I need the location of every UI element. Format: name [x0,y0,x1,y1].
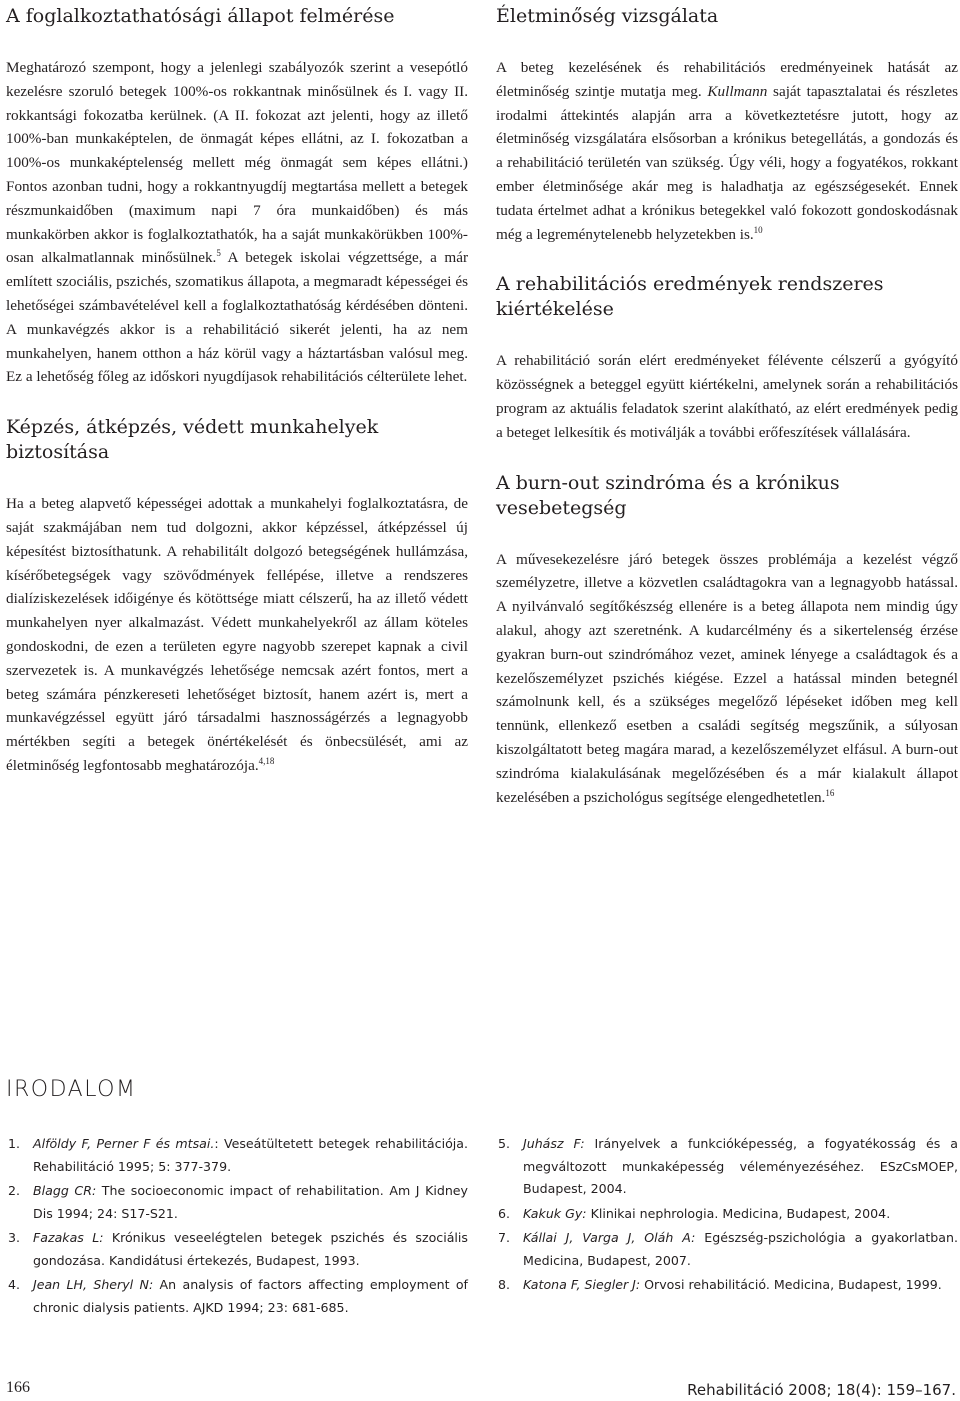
references-list-left [8,1133,468,1321]
reference-authors: Kállai J, Varga J, Oláh A: [523,1230,696,1245]
reference-number: 3. [8,1230,21,1245]
reference-authors: Alföldy F, Perner F és mtsai. [33,1136,215,1151]
author-name-italic: Kullmann [707,82,768,100]
reference-details: Egészség-pszichológia a gyakorlatban. Medicina, Budapest, 2007. [523,1230,958,1268]
section-heading-evaluation: A rehabilitációs eredmények rendszeres kiértékelése [496,273,884,321]
paragraph-training [6,492,468,778]
reference-authors: Jean LH, Sheryl N: [33,1277,154,1292]
reference-text [523,1203,958,1226]
reference-item [498,1227,958,1272]
reference-number: 1. [8,1136,21,1151]
reference-item [498,1274,958,1297]
reference-text [523,1133,958,1201]
reference-number: 2. [8,1183,21,1198]
left-column [6,4,468,778]
reference-number: 8. [498,1277,511,1292]
reference-text [33,1274,468,1319]
paragraph-text: Ha a beteg alapvető képességei adottak a munkahelyi foglalkoztatásra, de saját szakmájában nem tud dolgozni, akkor képzéssel, átképzéssel új képesítést biztosíthatunk. A rehabilitált dolgozó betegségének hullámzása, kísérőbetegségek vagy szövődmények fellépése, illetve a rendszeres dialíziskezelések időigénye és kötöttsége miatt célszerű, ha az illető védett munkahelyen nyer alkalmazást. Védett munkahelyekről az állam köteles gondoskodni, de ezen a területen egyre nagyobb szerepet kapnak a civil szervezetek is. A munkavégzés lehetősége nemcsak azért fontos, mert a beteg számára pénzkereseti lehetőséget biztosít, hanem azért is, mert a munkavégzéssel együtt járó társadalmi hasznosságérzés a legnagyobb mértékben segíti a betegek önértékelését és önbecsülését, ami az életminőség legfontosabb meghatározója. [6,495,468,774]
paragraph-burnout [496,548,958,810]
citation-superscript: 10 [753,224,763,235]
reference-item [8,1274,468,1319]
reference-item [498,1203,958,1226]
reference-details: The socioeconomic impact of rehabilitation. Am J Kidney Dis 1994; 24: S17-S21. [33,1183,469,1221]
section-heading-burnout: A burn-out szindróma és a krónikus vesebetegség [496,471,840,519]
reference-text [33,1133,468,1178]
reference-authors: Fazakas L: [33,1230,104,1245]
reference-item [8,1133,468,1178]
paragraph-text: Meghatározó szempont, hogy a jelenlegi szabályozók szerint a vesepótló kezelésre szoruló betegek 100%-os rokkantnak minősülnek és I. vagy II. rokkantsági fokozatba kerülnek. (A II. fokozat azt jelenti, hogy az illető 100%-ban munkaképtelen, de önmagát képes ellátni, az I. fokozatban a 100%-os munkaképtelenség mellett még önmagát sem képes ellátni.) Fontos azonban tudni, hogy a rokkantnyugdíj megtartása mellett a betegek részmunkaidőben (maximum napi 7 óra munkaidőben) és más munkakörben akkor is foglalkoztathatók, ha a saját munkakörükben 100%-osan alkalmatlannak minősülnek. [6,59,468,267]
paragraph-text: A rehabilitáció során elért eredményeket félévente célszerű a gyógyító közösségnek a beteggel együtt kiértékelni, amelynek során a rehabilitációs program az aktuális feladatok szerint alakítható, az elért eredmények pedig a beteget lelkesítik és motiválják a további erőfeszítések vállalására. [496,352,958,441]
references-title: IRODALOM [6,1077,137,1102]
reference-number: 4. [8,1277,21,1292]
section-heading-employability: A foglalkoztathatósági állapot felmérése [6,5,395,27]
citation-superscript: 16 [825,787,835,798]
reference-number: 7. [498,1230,511,1245]
reference-details: An analysis of factors affecting employment of chronic dialysis patients. AJKD 1994; 23: 681-685. [33,1277,468,1315]
paragraph-text: A beteg kezelésének és rehabilitációs eredményeinek hatását az életminőség szintje mutatja meg. [496,59,958,100]
paragraph-text: saját tapasztalatai és részletes irodalmi áttekintés alapján arra a következtetésre jutott, hogy az életminőség vizsgálatára elsősorban a krónikus betegellátás, a gondozás és a rehabilitáció területén van szükség. Úgy véli, hogy a fogyatékos, rokkant ember életminősége akár meg is haladhatja az egészségesekét. Ennek tudata értelmet adhat a krónikus betegekkel való fokozott gondoskodásnak még a legreménytelenebb helyzetekben is. [496,82,959,243]
right-column [496,4,958,809]
citation-superscript: 4,18 [258,755,275,766]
references-list-right [498,1133,958,1299]
reference-item [8,1180,468,1225]
paragraph-quality-of-life [496,56,958,246]
paragraph-text: A művesekezelésre járó betegek összes problémája a kezelést végző személyzetre, illetve a közvetlen családtagokra van a legnagyobb hatással. A nyilvánvaló segítőkészség ellenére is a beteg állapota nem mindig úgy alakul, ahogy azt szeretnénk. A kudarcélmény és a sikertelenség érzése gyakran burn-out szindrómához vezet, aminek lényege a családtagok és a kezelőszemélyzet pszichés kiégése. Ezzel a hatással minden betegnél számolnunk kell, és a szükséges megelőző lépéseket időben meg kell tennünk, ellenkező esetben a családi segítség megszűnik, a súlyosan kiszolgáltatott beteg magára marad, a kezelőszemélyzet elfásul. A burn-out szindróma kialakulásának megelőzésében és a már kialakult állapot kezelésében a pszichológus segítsége elengedhetetlen. [496,550,958,806]
paragraph-text: A betegek iskolai végzettsége, a már említett szociális, pszichés, szomatikus állapota, a megmaradt képességei és lehetőségei számbavételével kell a foglalkoztathatóság kérdésében dönteni. A munkavégzés akkor is a rehabilitáció sikerét jelenti, ha az nem munkahelyen, hanem otthon a ház körül vagy a háztartásban valósul meg. Ez a lehetőség főleg az időskori nyugdíjasok rehabilitációs célterülete lehet. [6,249,469,386]
reference-number: 6. [498,1205,511,1221]
paragraph-evaluation [496,349,958,444]
reference-details: Krónikus veseelégtelen betegek pszichés és szociális gondozása. Kandidátusi értekezés, Budapest, 1993. [33,1230,468,1268]
section-heading-training: Képzés, átképzés, védett munkahelyek biztosítása [6,416,379,464]
reference-text [523,1274,958,1297]
reference-details: Orvosi rehabilitáció. Medicina, Budapest, 1999. [640,1277,942,1292]
citation-superscript: 5 [216,248,221,259]
reference-item [498,1133,958,1201]
section-heading-quality-of-life: Életminőség vizsgálata [496,5,719,27]
reference-number: 5. [498,1136,511,1151]
reference-authors: Juhász F: [523,1136,585,1151]
reference-text [523,1227,958,1272]
reference-authors: Kakuk Gy: [523,1205,587,1221]
reference-authors: Blagg CR: [33,1183,97,1198]
reference-authors: Katona F, Siegler J: [523,1277,641,1292]
paragraph-employability [6,56,468,389]
reference-item [8,1227,468,1272]
reference-details: Irányelvek a funkcióképesség, a fogyatékosság és a megváltozott munkaképesség véleményezéséhez. ESzCsMOEP, Budapest, 2004. [523,1136,958,1196]
reference-details: : Veseátültetett betegek rehabilitációja. Rehabilitáció 1995; 5: 377-379. [33,1136,468,1174]
reference-text [33,1227,468,1272]
reference-text [33,1180,468,1225]
reference-details: Klinikai nephrologia. Medicina, Budapest, 2004. [586,1205,891,1221]
journal-citation: Rehabilitáció 2008; 18(4): 159–167. [687,1381,956,1399]
page-number: 166 [6,1379,30,1396]
